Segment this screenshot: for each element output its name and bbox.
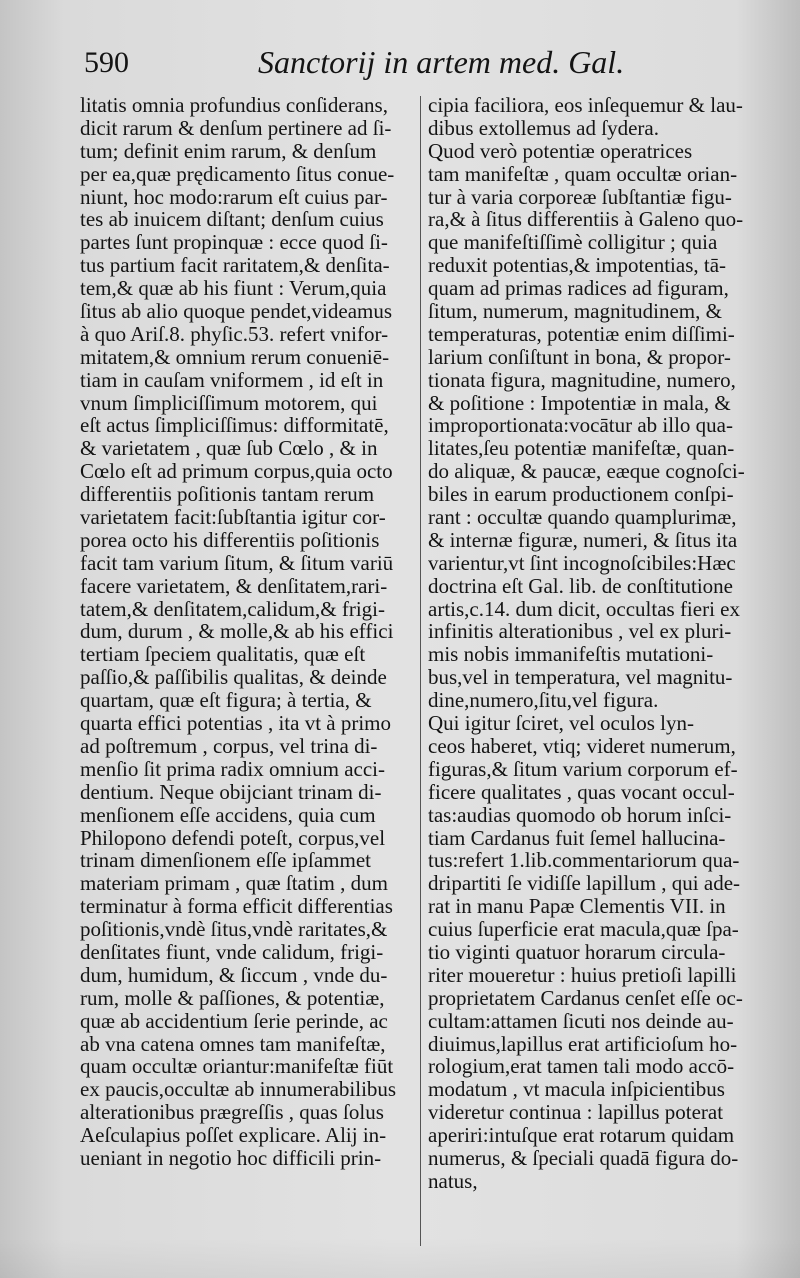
text-line: ad poſtremum , corpus, vel trina di- <box>80 733 378 758</box>
text-line: per ea,quæ prędicamento ſitus conue- <box>80 161 395 186</box>
text-line: dibus extollemus ad ſydera. <box>428 115 659 140</box>
text-line: riter moueretur : huius pretioſi lapilli <box>428 962 737 987</box>
text-line: aperiri:intuſque erat rotarum quidam <box>428 1123 735 1148</box>
text-line: varietatem facit:ſubſtantia igitur cor- <box>80 505 386 530</box>
text-line: facit tam varium ſitum, & ſitum variū <box>80 550 394 575</box>
text-line: Quod verò potentiæ operatrices <box>428 138 693 163</box>
text-line: Philopono defendi poteſt, corpus,vel <box>80 825 386 850</box>
text-line: doctrina eſt Gal. lib. de conſtitutione <box>428 573 734 598</box>
text-line: varientur,vt ſint incognoſcibiles:Hæc <box>428 550 736 575</box>
text-line: quam occultæ oriantur:manifeſtæ fiūt <box>80 1054 394 1079</box>
text-line: cuius ſuperficie erat macula,quæ ſpa- <box>428 917 739 942</box>
text-line: & poſitione : Impotentiæ in mala, & <box>428 390 731 415</box>
text-line: litatis omnia profundius conſiderans, <box>80 93 388 117</box>
text-line: materiam primam , quæ ſtatim , dum <box>80 871 388 896</box>
text-line: do aliquæ, & paucæ, eæque cognoſci- <box>428 459 745 484</box>
text-line: tes ab inuicem diſtant; denſum cuius <box>80 207 384 232</box>
text-line: ſitus ab alio quoque pendet,videamus <box>80 299 393 324</box>
text-line: & varietatem , quæ ſub Cœlo , & in <box>80 436 378 461</box>
text-line: biles in earum productionem conſpi- <box>428 482 734 507</box>
text-line: cipia faciliora, eos inſequemur & lau- <box>428 93 743 117</box>
text-line: que manifeſtiſſimè colligitur ; quia <box>428 230 718 255</box>
text-line: partes ſunt propinquæ : ecce quod ſi- <box>80 230 388 255</box>
text-line: ſitum, numerum, magnitudinem, & <box>428 299 722 324</box>
text-line: tur à varia corporeæ ſubſtantiæ figu- <box>428 184 732 209</box>
text-line: ra,& à ſitus differentiis à Galeno quo- <box>428 207 744 232</box>
text-line: modatum , vt macula inſpicientibus <box>428 1077 725 1102</box>
text-line: tas:audias quomodo ob horum inſci- <box>428 802 732 827</box>
text-line: terminatur à forma efficit differentias <box>80 894 393 919</box>
text-line: tio viginti quatuor horarum circula- <box>428 939 726 964</box>
text-line: eſt actus ſimpliciſſimus: difformitatē, <box>80 413 389 438</box>
text-line: quam ad primas radices ad figuram, <box>428 276 729 301</box>
text-line: paſſio,& paſſibilis qualitas, & deinde <box>80 665 387 690</box>
text-line: artis,c.14. dum dicit, occultas fieri ex <box>428 596 740 621</box>
text-line: vnum ſimpliciſſimum motorem, qui <box>80 390 378 415</box>
text-line: ueniant in negotio hoc difficili prin- <box>80 1145 382 1170</box>
page-number: 590 <box>84 46 129 79</box>
text-line: denſitates fiunt, vnde calidum, frigi- <box>80 939 384 964</box>
text-line: rologium,erat tamen tali modo accō- <box>428 1054 735 1079</box>
text-line: proprietatem Cardanus cenſet eſſe oc- <box>428 985 743 1010</box>
text-line: Aeſculapius poſſet explicare. Alij in- <box>80 1123 387 1148</box>
running-head: Sanctorij in artem med. Gal. <box>258 44 625 80</box>
text-line: tem,& quæ ab his fiunt : Verum,quia <box>80 276 387 301</box>
text-line: improportionata:vocātur ab illo qua- <box>428 413 733 438</box>
text-line: diuimus,lapillus erat artificioſum ho- <box>428 1031 738 1056</box>
text-line: ceos haberet, vtiq; videret numerum, <box>428 733 736 758</box>
text-line: mis nobis immanifeſtis mutationi- <box>428 642 714 667</box>
text-line: facere varietatem, & denſitatem,rari- <box>80 573 388 598</box>
text-line: quæ ab accidentium ſerie perinde, ac <box>80 1008 388 1033</box>
text-line: mitatem,& omnium rerum conueniē- <box>80 344 390 369</box>
text-line: videretur continua : lapillus poterat <box>428 1100 724 1125</box>
text-line: natus, <box>428 1168 478 1193</box>
text-line: ex paucis,occultæ ab innumerabilibus <box>80 1077 397 1102</box>
text-line: trinam dimenſionem eſſe ipſammet <box>80 848 372 873</box>
text-line: tertiam ſpeciem qualitatis, quæ eſt <box>80 642 366 667</box>
right-text-column <box>428 94 794 1193</box>
text-line: tionata figura, magnitudine, numero, <box>428 367 736 392</box>
text-line: tiam in cauſam vniformem , id eſt in <box>80 367 384 392</box>
text-line: niunt, hoc modo:rarum eſt cuius par- <box>80 184 388 209</box>
text-line: dentium. Neque obijciant trinam di- <box>80 779 382 804</box>
text-line: dum, durum , & molle,& ab his effici <box>80 619 394 644</box>
text-line: tam manifeſtæ , quam occultæ orian- <box>428 161 738 186</box>
text-line: tus:refert 1.lib.commentariorum qua- <box>428 848 740 873</box>
text-line: à quo Ariſ.8. phyſic.53. refert vnifor- <box>80 321 389 346</box>
text-line: numerus, & ſpeciali quadā figura do- <box>428 1145 739 1170</box>
text-line: menſio ſit prima radix omnium acci- <box>80 756 386 781</box>
text-line: dicit rarum & denſum pertinere ad ſi- <box>80 115 392 140</box>
text-line: rat in manu Papæ Clementis VII. in <box>428 894 726 919</box>
text-line: temperaturas, potentiæ enim diſſimi- <box>428 321 735 346</box>
text-line: alterationibus prægreſſis , quas ſolus <box>80 1100 384 1125</box>
text-line: dripartiti ſe vidiſſe lapillum , qui ade- <box>428 871 741 896</box>
text-line: tus partium facit raritatem,& denſita- <box>80 253 390 278</box>
page-shadow <box>0 1238 800 1278</box>
text-line: ab vna catena omnes tam manifeſtæ, <box>80 1031 386 1056</box>
text-line: larium conſiſtunt in bona, & propor- <box>428 344 731 369</box>
left-text-column <box>80 94 416 1170</box>
text-line: quartam, quæ eſt figura; à tertia, & <box>80 688 372 713</box>
text-line: cultam:attamen ſicuti nos deinde au- <box>428 1008 734 1033</box>
text-line: dum, humidum, & ſiccum , vnde du- <box>80 962 388 987</box>
text-line: porea octo his differentiis poſitionis <box>80 527 380 552</box>
text-line: figuras,& ſitum varium corporum ef- <box>428 756 738 781</box>
text-line: quarta effici potentias , ita vt à primo <box>80 711 392 736</box>
text-line: rant : occultæ quando quamplurimæ, <box>428 505 737 530</box>
column-divider <box>420 96 421 1246</box>
text-line: reduxit potentias,& impotentias, tā- <box>428 253 727 278</box>
text-line: & internæ figuræ, numeri, & ſitus ita <box>428 527 738 552</box>
text-line: litates,ſeu potentiæ manifeſtæ, quan- <box>428 436 735 461</box>
text-line: infinitis alterationibus , vel ex pluri- <box>428 619 732 644</box>
text-line: poſitionis,vndè ſitus,vndè raritates,& <box>80 917 388 942</box>
text-line: bus,vel in temperatura, vel magnitu- <box>428 665 733 690</box>
text-line: Qui igitur ſciret, vel oculos lyn- <box>428 711 694 736</box>
text-line: tiam Cardanus fuit ſemel hallucina- <box>428 825 726 850</box>
text-line: tum; definit enim rarum, & denſum <box>80 138 377 163</box>
text-line: rum, molle & paſſiones, & potentiæ, <box>80 985 385 1010</box>
text-line: menſionem eſſe accidens, quia cum <box>80 802 376 827</box>
text-line: ficere qualitates , quas vocant occul- <box>428 779 735 804</box>
text-line: differentiis poſitionis tantam rerum <box>80 482 375 507</box>
text-line: dine,numero,ſitu,vel figura. <box>428 688 659 713</box>
text-line: Cœlo eſt ad primum corpus,quia octo <box>80 459 393 484</box>
text-line: tatem,& denſitatem,calidum,& frigi- <box>80 596 385 621</box>
